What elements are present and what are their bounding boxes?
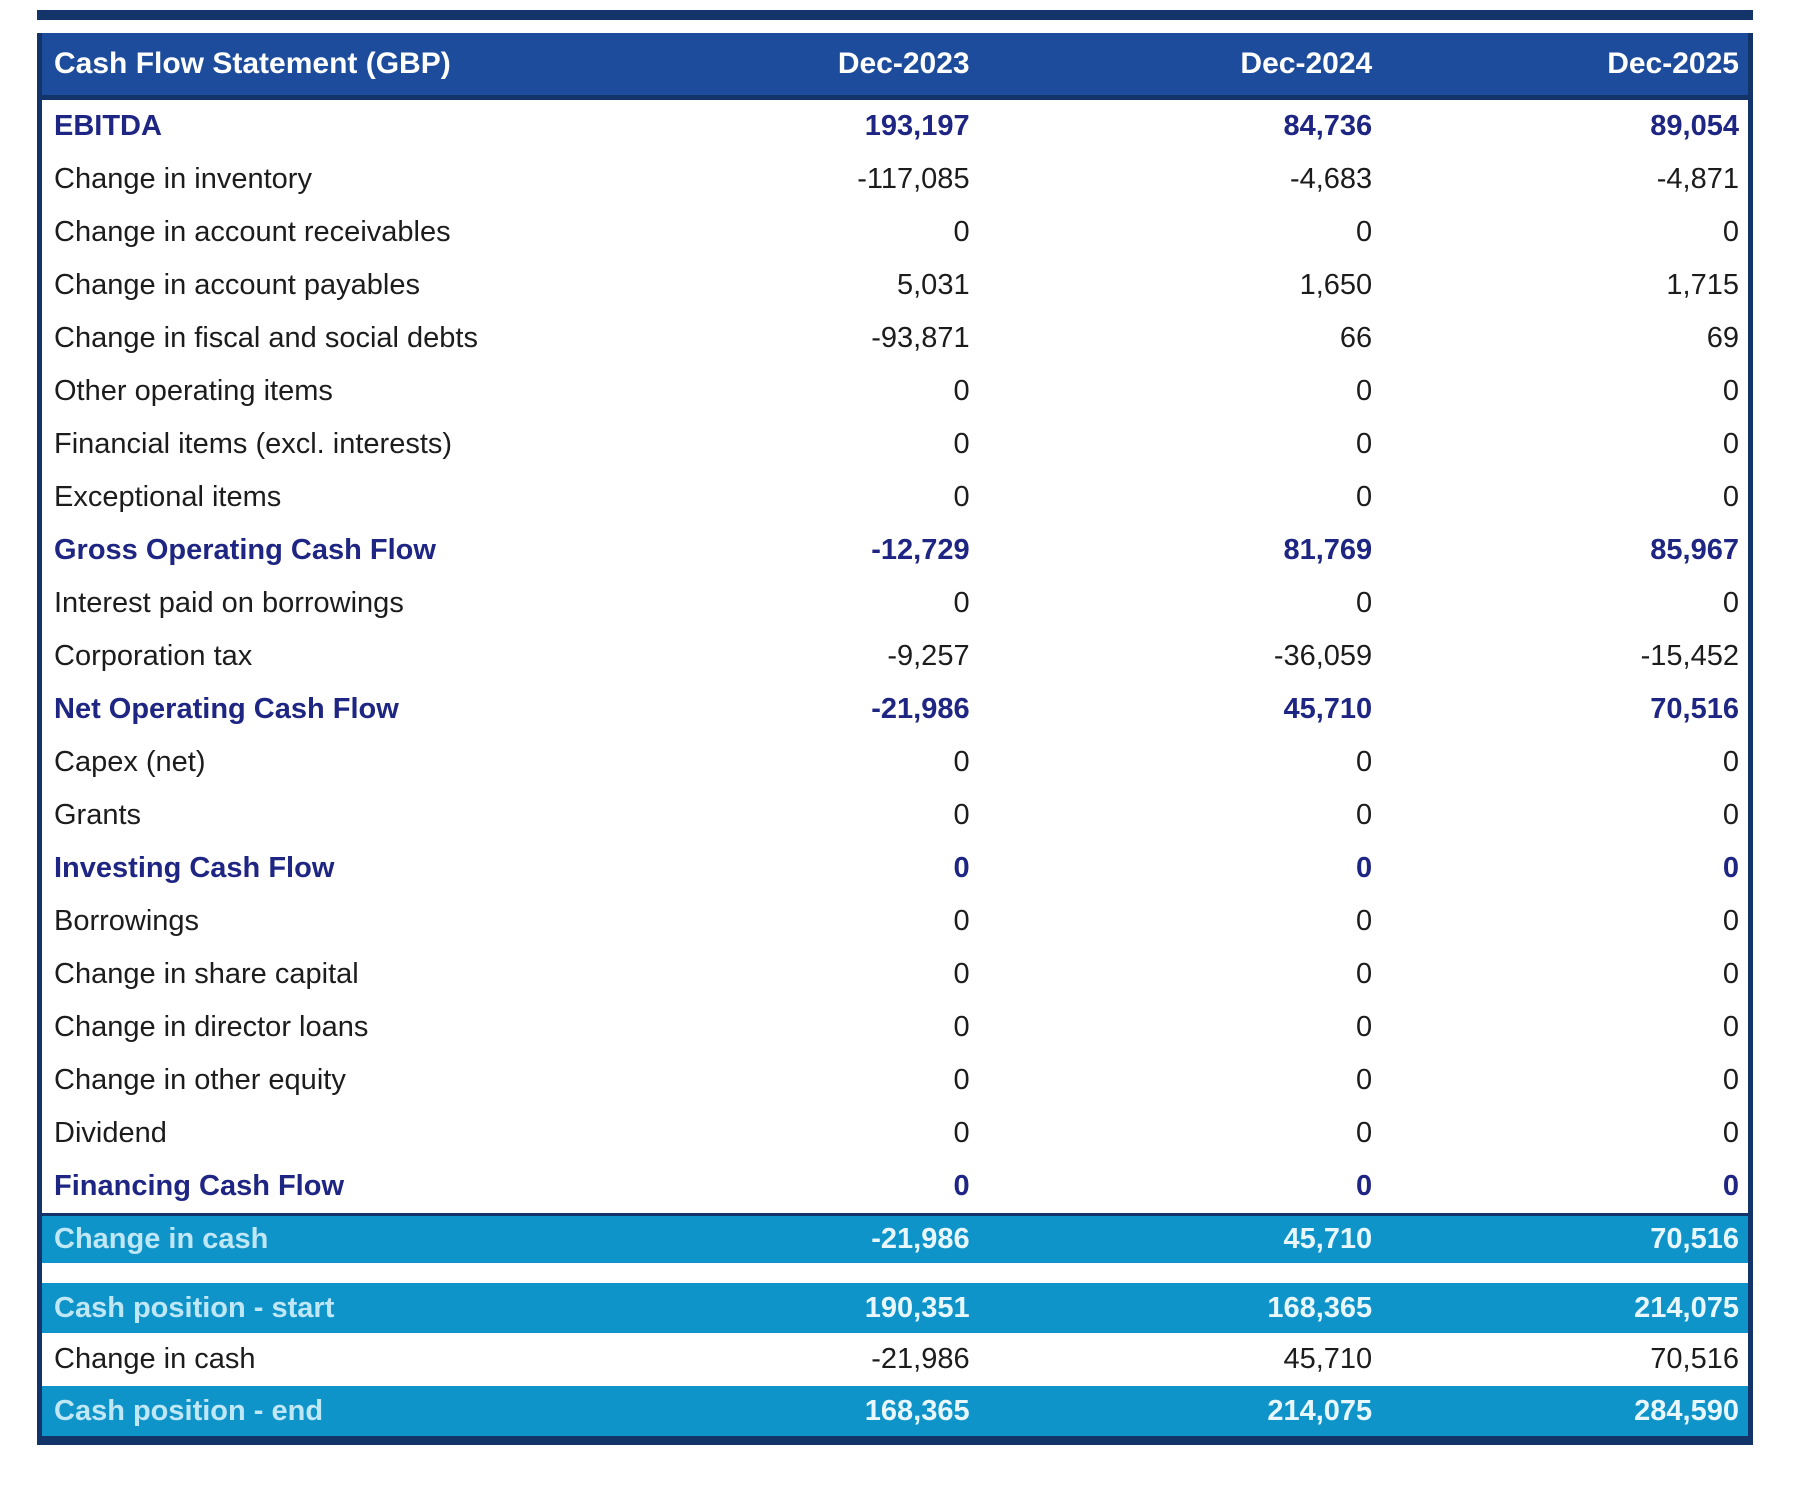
row-label: Grants — [54, 799, 142, 831]
cell-value: 0 — [1722, 216, 1739, 248]
table-row — [42, 630, 1748, 683]
table-row — [42, 948, 1748, 1001]
cell-value: 0 — [953, 481, 970, 513]
cell-value: 0 — [1722, 905, 1739, 937]
row-label: Financial items (excl. interests) — [54, 428, 453, 460]
cell-value: 0 — [1722, 958, 1739, 990]
table-row — [42, 1107, 1748, 1160]
spacer-row — [42, 1263, 1748, 1283]
table-row — [42, 418, 1748, 471]
cell-value: 0 — [953, 1064, 970, 1096]
cell-value: 0 — [953, 905, 970, 937]
row-label: Corporation tax — [54, 640, 253, 672]
cell-value: 1,650 — [1299, 269, 1373, 301]
cell-value: 0 — [953, 216, 970, 248]
cell-value: -4,871 — [1656, 163, 1739, 195]
cell-value: 0 — [953, 1170, 970, 1202]
cell-value: 0 — [953, 746, 970, 778]
cell-value: 168,365 — [864, 1394, 970, 1427]
cell-value: 0 — [1722, 852, 1739, 884]
cell-value: 0 — [1722, 1117, 1739, 1149]
cell-value: 0 — [1356, 1117, 1373, 1149]
table-row — [42, 1160, 1748, 1213]
table-row — [42, 471, 1748, 524]
cell-value: 0 — [1722, 746, 1739, 778]
row-label: EBITDA — [54, 110, 162, 142]
cell-value: 0 — [1356, 375, 1373, 407]
cell-value: 214,075 — [1634, 1291, 1739, 1324]
row-label: Borrowings — [54, 905, 200, 937]
column-header-dec-2024: Dec-2024 — [1240, 47, 1373, 80]
cell-value: -21,986 — [871, 693, 970, 725]
row-label: Change in director loans — [54, 1011, 369, 1043]
table-row — [42, 789, 1748, 842]
cell-value: 45,710 — [1283, 1223, 1373, 1255]
cell-value: 0 — [1356, 746, 1373, 778]
cell-value: -15,452 — [1640, 640, 1739, 672]
cell-value: 284,590 — [1634, 1394, 1739, 1427]
cell-value: 0 — [1356, 428, 1373, 460]
cell-value: -36,059 — [1273, 640, 1373, 672]
table-row — [42, 895, 1748, 948]
table-row — [42, 365, 1748, 418]
cell-value: 193,197 — [864, 110, 970, 142]
table-row — [42, 577, 1748, 630]
column-header-dec-2023: Dec-2023 — [837, 47, 970, 80]
table-row — [42, 1333, 1748, 1386]
cell-value: 0 — [953, 1011, 970, 1043]
table-row — [42, 683, 1748, 736]
cell-value: 0 — [1722, 481, 1739, 513]
row-label: Change in account payables — [54, 269, 420, 301]
table-row — [42, 1001, 1748, 1054]
cell-value: 1,715 — [1666, 269, 1739, 301]
table-row — [42, 206, 1748, 259]
row-label: Change in fiscal and social debts — [54, 322, 478, 354]
cell-value: 70,516 — [1650, 1343, 1739, 1375]
cell-value: 0 — [1722, 1011, 1739, 1043]
cell-value: 168,365 — [1267, 1291, 1373, 1324]
row-label: Financing Cash Flow — [54, 1170, 345, 1202]
cell-value: 0 — [953, 852, 970, 884]
table-row — [42, 1386, 1748, 1436]
cell-value: -21,986 — [871, 1343, 970, 1375]
table-row — [42, 736, 1748, 789]
row-label: Change in account receivables — [54, 216, 451, 248]
row-label: Other operating items — [54, 375, 333, 407]
table-row — [42, 259, 1748, 312]
table-row — [42, 100, 1748, 153]
cell-value: 0 — [1356, 958, 1373, 990]
table-row — [42, 1283, 1748, 1333]
cell-value: 0 — [1356, 1170, 1373, 1202]
cell-value: 190,351 — [864, 1291, 970, 1324]
table-row — [42, 524, 1748, 577]
cell-value: 0 — [1356, 1064, 1373, 1096]
row-label: Change in inventory — [54, 163, 312, 195]
cell-value: 0 — [1356, 481, 1373, 513]
cell-value: 0 — [1722, 375, 1739, 407]
cell-value: 84,736 — [1283, 110, 1373, 142]
cell-value: 0 — [1356, 905, 1373, 937]
row-label: Change in cash — [54, 1343, 256, 1375]
cell-value: 0 — [1722, 1064, 1739, 1096]
cell-value: 89,054 — [1650, 110, 1739, 142]
column-header-dec-2025: Dec-2025 — [1607, 47, 1739, 80]
cell-value: 5,031 — [897, 269, 970, 301]
cell-value: 0 — [1722, 799, 1739, 831]
row-label: Exceptional items — [54, 481, 282, 513]
cell-value: 0 — [953, 587, 970, 619]
cell-value: 81,769 — [1283, 534, 1373, 566]
cell-value: 45,710 — [1283, 1343, 1373, 1375]
cell-value: 0 — [1356, 587, 1373, 619]
row-label: Capex (net) — [54, 746, 206, 778]
row-label: Change in cash — [54, 1223, 269, 1255]
cell-value: 0 — [1722, 1170, 1739, 1202]
cell-value: 0 — [1356, 799, 1373, 831]
cell-value: 66 — [1339, 322, 1373, 354]
table-row — [42, 1054, 1748, 1107]
table-row — [42, 153, 1748, 206]
table-header-row — [42, 33, 1748, 100]
row-label: Net Operating Cash Flow — [54, 693, 399, 725]
top-divider — [37, 10, 1753, 20]
cell-value: -12,729 — [871, 534, 970, 566]
cell-value: 0 — [1356, 216, 1373, 248]
cell-value: 0 — [953, 428, 970, 460]
cell-value: 70,516 — [1650, 693, 1739, 725]
cell-value: -93,871 — [871, 322, 970, 354]
cell-value: -21,986 — [871, 1223, 970, 1255]
cell-value: -4,683 — [1289, 163, 1373, 195]
table-row — [42, 312, 1748, 365]
cell-value: 0 — [953, 1117, 970, 1149]
cell-value: 45,710 — [1283, 693, 1373, 725]
cell-value: 70,516 — [1650, 1223, 1739, 1255]
cell-value: 0 — [953, 958, 970, 990]
cell-value: 0 — [953, 375, 970, 407]
cell-value: 214,075 — [1267, 1394, 1373, 1427]
cell-value: 69 — [1706, 322, 1739, 354]
row-label: Change in share capital — [54, 958, 359, 990]
row-label: Dividend — [54, 1117, 167, 1149]
row-label: Investing Cash Flow — [54, 852, 335, 884]
cell-value: -9,257 — [887, 640, 970, 672]
bottom-divider — [37, 1436, 1753, 1445]
cell-value: 0 — [1722, 428, 1739, 460]
row-label: Interest paid on borrowings — [54, 587, 404, 619]
cash-flow-table — [37, 33, 1753, 1436]
cell-value: 85,967 — [1650, 534, 1739, 566]
row-label: Gross Operating Cash Flow — [54, 534, 436, 566]
cell-value: 0 — [1722, 587, 1739, 619]
table-title: Cash Flow Statement (GBP) — [54, 47, 451, 80]
row-label: Cash position - start — [54, 1291, 335, 1324]
cell-value: -117,085 — [857, 163, 970, 195]
cell-value: 0 — [1356, 1011, 1373, 1043]
table-body — [42, 100, 1748, 1436]
cell-value: 0 — [953, 799, 970, 831]
table-row — [42, 842, 1748, 895]
row-label: Cash position - end — [54, 1394, 324, 1427]
cell-value: 0 — [1356, 852, 1373, 884]
table-row — [42, 1213, 1748, 1263]
row-label: Change in other equity — [54, 1064, 346, 1096]
